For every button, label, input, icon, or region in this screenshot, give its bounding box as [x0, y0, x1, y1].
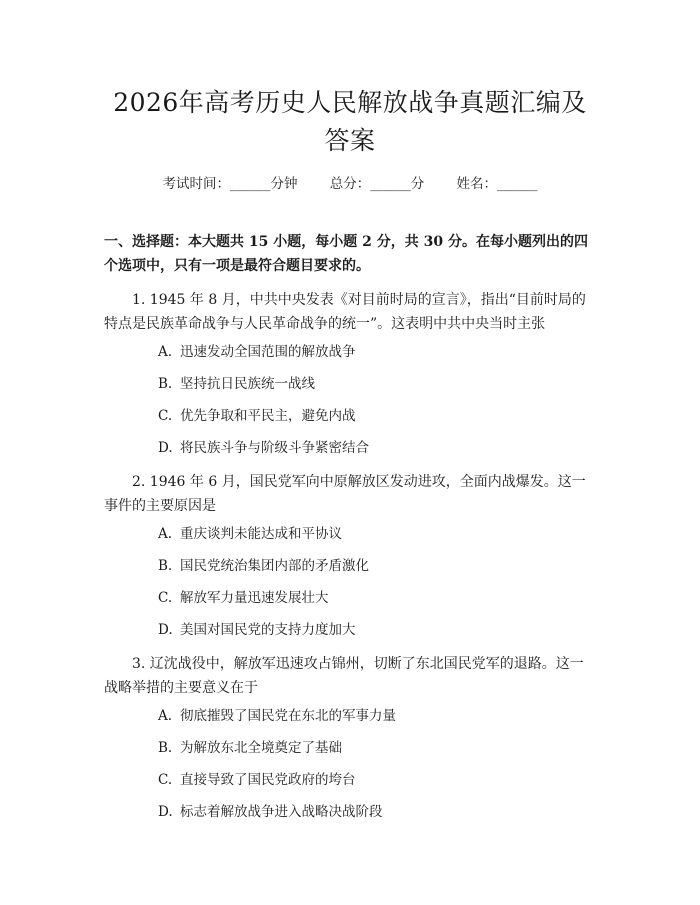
option-a — [104, 524, 596, 544]
total-score-field: 总分：______分 — [329, 176, 425, 192]
question-stem: 1. 1945 年 8 月，中共中央发表《对目前时局的宣言》，指出“目前时局的特点是民族革命战争与人民革命战争的统一”。这表明中共中央当时主张 — [104, 292, 586, 332]
option-text: 直接导致了国民党政府的垮台 — [180, 772, 356, 788]
option-letter: C. — [158, 408, 173, 424]
option-letter: A. — [158, 708, 173, 724]
student-name-field: 姓名：______ — [456, 176, 538, 192]
option-c — [104, 770, 596, 790]
option-text: 重庆谈判未能达成和平协议 — [180, 526, 342, 542]
option-text: 标志着解放战争进入战略决战阶段 — [180, 804, 383, 820]
option-letter: A. — [158, 344, 173, 360]
option-text: 国民党统治集团内部的矛盾激化 — [180, 558, 369, 574]
question-block-1 — [104, 288, 596, 458]
option-letter: D. — [158, 622, 173, 638]
option-letter: B. — [158, 740, 173, 756]
option-d — [104, 802, 596, 822]
question-stem: 3. 辽沈战役中，解放军迅速攻占锦州，切断了东北国民党军的退路。这一战略举措的主要意义在于 — [104, 656, 584, 696]
option-text: 优先争取和平民主，避免内战 — [180, 408, 356, 424]
option-b — [104, 738, 596, 758]
question-block-3 — [104, 652, 596, 822]
option-text: 将民族斗争与阶级斗争紧密结合 — [180, 440, 369, 456]
question-stem: 2. 1946 年 6 月，国民党军向中原解放区发动进攻，全面内战爆发。这一事件的主要原因是 — [104, 474, 586, 514]
option-text: 坚持抗日民族统一战线 — [180, 376, 315, 392]
option-list — [104, 524, 596, 640]
option-letter: A. — [158, 526, 173, 542]
option-c — [104, 406, 596, 426]
option-letter: C. — [158, 772, 173, 788]
exam-meta — [104, 172, 596, 192]
option-text: 彻底摧毁了国民党在东北的军事力量 — [180, 708, 396, 724]
option-d — [104, 438, 596, 458]
page-title: 2026年高考历史人民解放战争真题汇编及答案 — [113, 88, 587, 155]
option-letter: B. — [158, 558, 173, 574]
option-text: 为解放东北全境奠定了基础 — [180, 740, 342, 756]
option-a — [104, 342, 596, 362]
option-d — [104, 620, 596, 640]
question-block-2 — [104, 470, 596, 640]
option-letter: D. — [158, 804, 173, 820]
section-heading: 一、选择题：本大题共 15 小题，每小题 2 分，共 30 分。在每小题列出的四个选项中，只有一项是最符合题目要求的。 — [104, 234, 588, 274]
option-letter: C. — [158, 590, 173, 606]
option-a — [104, 706, 596, 726]
option-letter: B. — [158, 376, 173, 392]
option-c — [104, 588, 596, 608]
option-text: 美国对国民党的支持力度加大 — [180, 622, 356, 638]
option-b — [104, 556, 596, 576]
exam-time-field: 考试时间：______分钟 — [162, 176, 298, 192]
option-text: 迅速发动全国范围的解放战争 — [180, 344, 356, 360]
option-text: 解放军力量迅速发展壮大 — [180, 590, 329, 606]
option-list — [104, 342, 596, 458]
option-letter: D. — [158, 440, 173, 456]
option-b — [104, 374, 596, 394]
option-list — [104, 706, 596, 822]
